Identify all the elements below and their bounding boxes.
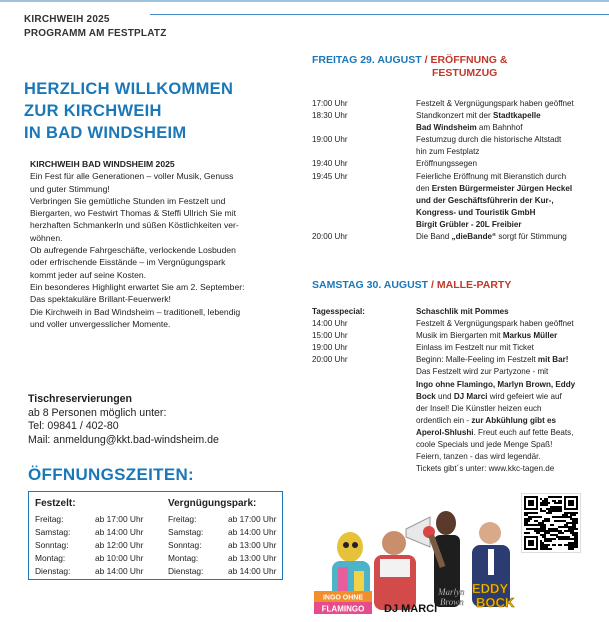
schedule-row — [312, 415, 596, 427]
schedule-time: 19:40 Uhr — [312, 159, 348, 169]
schedule-row — [312, 463, 596, 475]
oh-time: ab 17:00 Uhr — [95, 514, 144, 524]
oh-day: Samstag: — [168, 527, 204, 537]
saturday-theme: MALLE-PARTY — [436, 279, 512, 291]
schedule-row — [312, 231, 596, 243]
opening-hours-festzelt — [35, 498, 143, 578]
schedule-time — [312, 403, 416, 415]
schedule-time: 20:00 Uhr — [312, 355, 348, 365]
schedule-time — [312, 366, 416, 378]
schedule-text: hin zum Festplatz — [416, 147, 480, 157]
schedule-text: und der Geschäftsführerin der Kur-, — [416, 195, 554, 205]
opening-hours-row — [35, 552, 143, 565]
schedule-time: Tagesspecial: — [312, 307, 365, 316]
schedule-time — [312, 183, 416, 195]
schedule-time: 15:00 Uhr — [312, 331, 348, 341]
schedule-time: 19:00 Uhr — [312, 135, 348, 145]
reservations-mail: Mail: anmeldung@kkt.bad-windsheim.de — [28, 433, 219, 446]
schedule-row — [312, 122, 596, 134]
oh-time: ab 10:00 Uhr — [95, 553, 144, 563]
schedule-row — [312, 306, 596, 318]
schedule-time — [312, 415, 416, 427]
schedule-row — [312, 134, 596, 146]
schedule-text: der Insel! Die Künstler heizen euch — [416, 403, 542, 413]
schedule-row — [312, 110, 596, 122]
schedule-time: 19:45 Uhr — [312, 171, 348, 181]
intro-line: Biergarten, wo Festwirt Thomas & Steffi Ullrich Sie mit — [30, 208, 236, 219]
schedule-row — [312, 439, 596, 451]
schedule-text: Kongress- und Touristik GmbH — [416, 207, 536, 217]
saturday-schedule — [312, 306, 596, 475]
schedule-row — [312, 318, 596, 330]
schedule-text: Aperol-Shlushi. Freut euch auf fette Beats, — [416, 427, 574, 437]
logo-marlyn: Marlyn — [438, 587, 465, 597]
schedule-text: Festzelt & Vergnügungspark haben geöffnet — [416, 99, 574, 108]
opening-hours-row — [35, 539, 143, 552]
oh-day: Montag: — [168, 553, 199, 563]
schedule-text: Schaschlik mit Pommes — [416, 307, 509, 316]
friday-schedule — [312, 98, 596, 243]
opening-hours-park — [168, 498, 276, 578]
schedule-time — [312, 195, 416, 207]
schedule-time — [312, 463, 416, 475]
schedule-row — [312, 342, 596, 354]
welcome-line-1: HERZLICH WILLKOMMEN — [24, 80, 234, 98]
oh-day: Sonntag: — [35, 540, 69, 550]
top-border — [0, 0, 609, 2]
schedule-row — [312, 183, 596, 195]
oh-day: Dienstag: — [35, 566, 71, 576]
oh-time: ab 13:00 Uhr — [228, 540, 277, 550]
intro-line: wöhnen. — [30, 232, 63, 243]
schedule-text: Tickets gibt´s unter: www.kkc-tagen.de — [416, 464, 555, 474]
schedule-text: Ingo ohne Flamingo, Marlyn Brown, Eddy — [416, 379, 576, 389]
ingo-logo — [314, 591, 372, 614]
header-rule — [150, 14, 609, 15]
schedule-text: Einlass im Festzelt nur mit Ticket — [416, 343, 534, 353]
schedule-row — [312, 171, 596, 183]
reservations-phone: Tel: 09841 / 402-80 — [28, 420, 119, 433]
logo-ingo-text: INGO OHNE — [322, 594, 364, 602]
schedule-row — [312, 427, 596, 439]
logo-dj-marci: DJ MARCI — [384, 603, 438, 615]
schedule-text: Musik im Biergarten mit Markus Müller — [416, 331, 558, 341]
schedule-text: Eröffnungssegen — [416, 159, 478, 169]
friday-date: FREITAG 29. AUGUST — [312, 54, 422, 66]
schedule-row — [312, 391, 596, 403]
header-line-1: KIRCHWEIH 2025 — [24, 14, 110, 25]
schedule-text: Feierliche Eröffnung mit Bieranstich durch — [416, 171, 567, 181]
schedule-time — [312, 427, 416, 439]
schedule-time: 20:00 Uhr — [312, 232, 348, 242]
oh-time: ab 17:00 Uhr — [228, 514, 277, 524]
schedule-text: Standkonzert mit der Stadtkapelle — [416, 111, 541, 121]
opening-hours-row — [35, 565, 143, 578]
opening-hours-title: ÖFFNUNGSZEITEN: — [28, 465, 194, 484]
friday-section — [312, 54, 507, 80]
logo-brown: Brown — [440, 597, 464, 607]
opening-hours-box — [28, 491, 283, 580]
schedule-text: Bad Windsheim am Bahnhof — [416, 123, 523, 133]
schedule-time: 14:00 Uhr — [312, 319, 348, 329]
oh-day: Dienstag: — [168, 566, 204, 576]
friday-theme-1: ERÖFFNUNG & — [430, 54, 508, 66]
schedule-time: 18:30 Uhr — [312, 111, 348, 121]
schedule-row — [312, 195, 596, 207]
friday-heading-2 — [312, 67, 507, 80]
logo-flamingo-text: FLAMINGO — [321, 604, 365, 614]
schedule-row — [312, 403, 596, 415]
intro-line: Ein Fest für alle Generationen – voller Musik, Genuss — [30, 171, 234, 182]
page-header — [24, 13, 167, 41]
opening-hours-row — [35, 526, 143, 539]
oh-time: ab 14:00 Uhr — [228, 527, 277, 537]
schedule-row — [312, 379, 596, 391]
intro-line: Ein besonderes Highlight erwartet Sie am 2. September: — [30, 281, 245, 292]
schedule-time — [312, 207, 416, 219]
intro-line: herzhaften Schmankerln und süßen Köstlichkeiten ver- — [30, 220, 239, 231]
intro-line: Ob aufregende Fahrgeschäfte, verlockende Losbuden — [30, 245, 236, 256]
park-title: Vergnügungspark: — [168, 498, 257, 509]
schedule-time: 19:00 Uhr — [312, 343, 348, 353]
welcome-line-3: IN BAD WINDSHEIM — [24, 124, 187, 142]
intro-title: KIRCHWEIH BAD WINDSHEIM 2025 — [30, 159, 175, 169]
oh-day: Freitag: — [168, 514, 197, 524]
artist-promo-image — [312, 495, 520, 620]
schedule-text: Die Band „dieBande“ sorgt für Stimmung — [416, 232, 567, 242]
schedule-time — [312, 451, 416, 463]
schedule-row — [312, 451, 596, 463]
schedule-time — [312, 146, 416, 158]
schedule-text: Bock und DJ Marci wird gefeiert wie auf — [416, 391, 562, 401]
oh-day: Sonntag: — [168, 540, 202, 550]
intro-line: Das spektakuläre Brillant-Feuerwerk! — [30, 294, 171, 305]
schedule-row — [312, 366, 596, 378]
friday-sep: / — [421, 54, 431, 66]
schedule-time — [312, 122, 416, 134]
reservations-line-1: ab 8 Personen möglich unter: — [28, 406, 167, 419]
festzelt-title: Festzelt: — [35, 498, 76, 509]
qr-code[interactable] — [521, 493, 581, 553]
schedule-text: Beginn: Malle-Feeling im Festzelt mit Bar! — [416, 355, 569, 365]
reservations-title: Tischreservierungen — [28, 393, 133, 405]
oh-day: Montag: — [35, 553, 66, 563]
schedule-row — [312, 98, 596, 110]
saturday-sep: / — [428, 279, 437, 291]
oh-day: Freitag: — [35, 514, 64, 524]
intro-line: Verbringen Sie gemütliche Stunden im Festzelt und — [30, 195, 226, 206]
schedule-text: coole Specials und jede Menge Spaß! — [416, 440, 553, 450]
oh-time: ab 13:00 Uhr — [228, 553, 277, 563]
oh-time: ab 14:00 Uhr — [95, 566, 144, 576]
logo-bock: BOCK — [476, 595, 515, 610]
opening-hours-row — [168, 539, 276, 552]
saturday-date: SAMSTAG 30. AUGUST — [312, 279, 429, 291]
schedule-row — [312, 207, 596, 219]
schedule-text: Feiern, tanzen - das wird legendär. — [416, 452, 541, 462]
schedule-text: Festumzug durch die historische Altstadt — [416, 135, 562, 145]
oh-time: ab 14:00 Uhr — [95, 527, 144, 537]
schedule-time — [312, 391, 416, 403]
schedule-row — [312, 158, 596, 170]
schedule-text: ordentlich ein - zur Abkühlung gibt es — [416, 415, 557, 425]
opening-hours-row — [168, 513, 276, 526]
schedule-time — [312, 379, 416, 391]
welcome-heading — [24, 78, 233, 144]
schedule-text: Birgit Grübler - 20L Freibier — [416, 219, 522, 229]
opening-hours-row — [168, 565, 276, 578]
schedule-time: 17:00 Uhr — [312, 99, 348, 108]
intro-line: und guter Stimmung! — [30, 183, 110, 194]
header-line-2: PROGRAMM AM FESTPLATZ — [24, 28, 167, 39]
schedule-time — [312, 219, 416, 231]
saturday-section — [312, 279, 511, 292]
oh-time: ab 14:00 Uhr — [228, 566, 277, 576]
schedule-row — [312, 354, 596, 366]
intro-text — [30, 158, 275, 330]
logo-eddy: EDDY — [472, 581, 509, 596]
schedule-text: Das Festzelt wird zur Partyzone - mit — [416, 367, 549, 377]
saturday-heading — [312, 279, 511, 292]
oh-time: ab 12:00 Uhr — [95, 540, 144, 550]
opening-hours-row — [35, 513, 143, 526]
schedule-row — [312, 219, 596, 231]
intro-body — [30, 170, 275, 330]
schedule-row — [312, 330, 596, 342]
schedule-row — [312, 146, 596, 158]
reservations — [28, 393, 219, 447]
welcome-line-2: ZUR KIRCHWEIH — [24, 102, 162, 120]
intro-line: kommt jeder auf seine Kosten. — [30, 269, 147, 280]
friday-theme-2: FESTUMZUG — [432, 67, 498, 79]
friday-heading — [312, 54, 507, 67]
schedule-text: den Ersten Bürgermeister Jürgen Heckel — [416, 183, 573, 193]
schedule-time — [312, 439, 416, 451]
schedule-text: Festzelt & Vergnügungspark haben geöffnet — [416, 319, 574, 329]
opening-hours-row — [168, 552, 276, 565]
opening-hours-row — [168, 526, 276, 539]
oh-day: Samstag: — [35, 527, 71, 537]
intro-line: und voller unvergesslicher Momente. — [30, 318, 171, 329]
intro-line: Die Kirchweih in Bad Windsheim – traditionell, lebendig — [30, 306, 241, 317]
intro-line: oder erfrischende Eisstände – im Vergnügungspark — [30, 257, 226, 268]
dj-marci-figure — [374, 517, 435, 610]
